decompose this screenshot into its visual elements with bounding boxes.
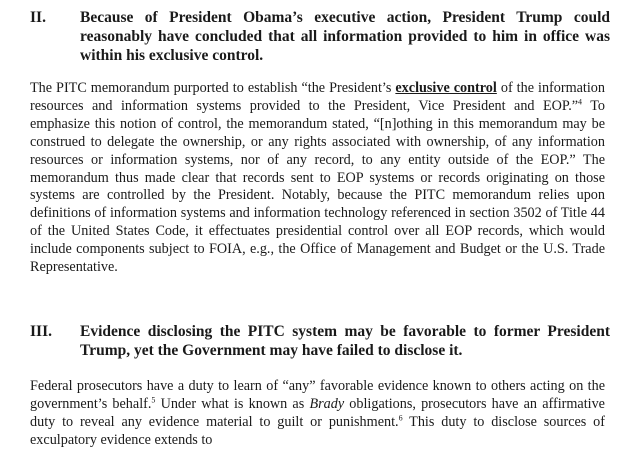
section-heading-text-3: Evidence disclosing the PITC system may be favorable to former President Trump, yet the Government may have failed to disclose it.: [80, 323, 610, 359]
section-number-2: II.: [30, 9, 46, 26]
section-heading-text-2: Because of President Obama’s executive action, President Trump could reasonably have concluded that all information provided to him in office was within his exclusive control.: [80, 9, 610, 64]
paragraph-1-text-b: of the information resources and information systems provided to the President, Vice President and EOP.”: [30, 80, 605, 114]
exclusive-control-emphasis: exclusive control: [395, 80, 497, 96]
paragraph-1-text-c: To emphasize this notion of control, the memorandum stated, “[n]othing in this memorandum may be construed to delegate the ownership, or any rights associated with ownership, of any information resources or information systems, nor of any record, to any entity outside of the EOP.” The memorandum thus made clear that records sent to EOP systems or records originating on those systems are controlled by the President. Notably, because the PITC memorandum relies upon definitions of information systems and information technology referenced in section 3502 of Title 44 of the United States Code, it effectuates presidential control over all EOP records, which would include components subject to FOIA, e.g., the Office of Management and Budget or the U.S. Trade Representative.: [30, 97, 606, 276]
section-number-3: III.: [30, 323, 52, 340]
footnote-marker-5: 5: [151, 395, 156, 405]
section-heading-3: [30, 322, 610, 360]
footnote-marker-6: 6: [398, 413, 403, 423]
section-heading-2: [30, 8, 610, 65]
body-paragraph-2: [30, 378, 605, 450]
brady-italic: Brady: [309, 395, 345, 412]
paragraph-1-text-a: The PITC memorandum purported to establish “the President’s: [30, 80, 396, 96]
body-paragraph-1: [30, 80, 605, 277]
footnote-marker-4: 4: [578, 97, 583, 107]
paragraph-2-text-a: Federal prosecutors have a duty to learn of “any” favorable evidence known to others acting on the government’s behalf.: [30, 378, 605, 412]
paragraph-2-text-b: Under what is known as: [155, 395, 310, 412]
paragraph-2-text-c: obligations, prosecutors have an affirmative duty to reveal any evidence material to guilt or punishment.: [30, 395, 605, 430]
paragraph-2-text-d: This duty to disclose sources of exculpatory evidence extends to: [30, 413, 605, 448]
